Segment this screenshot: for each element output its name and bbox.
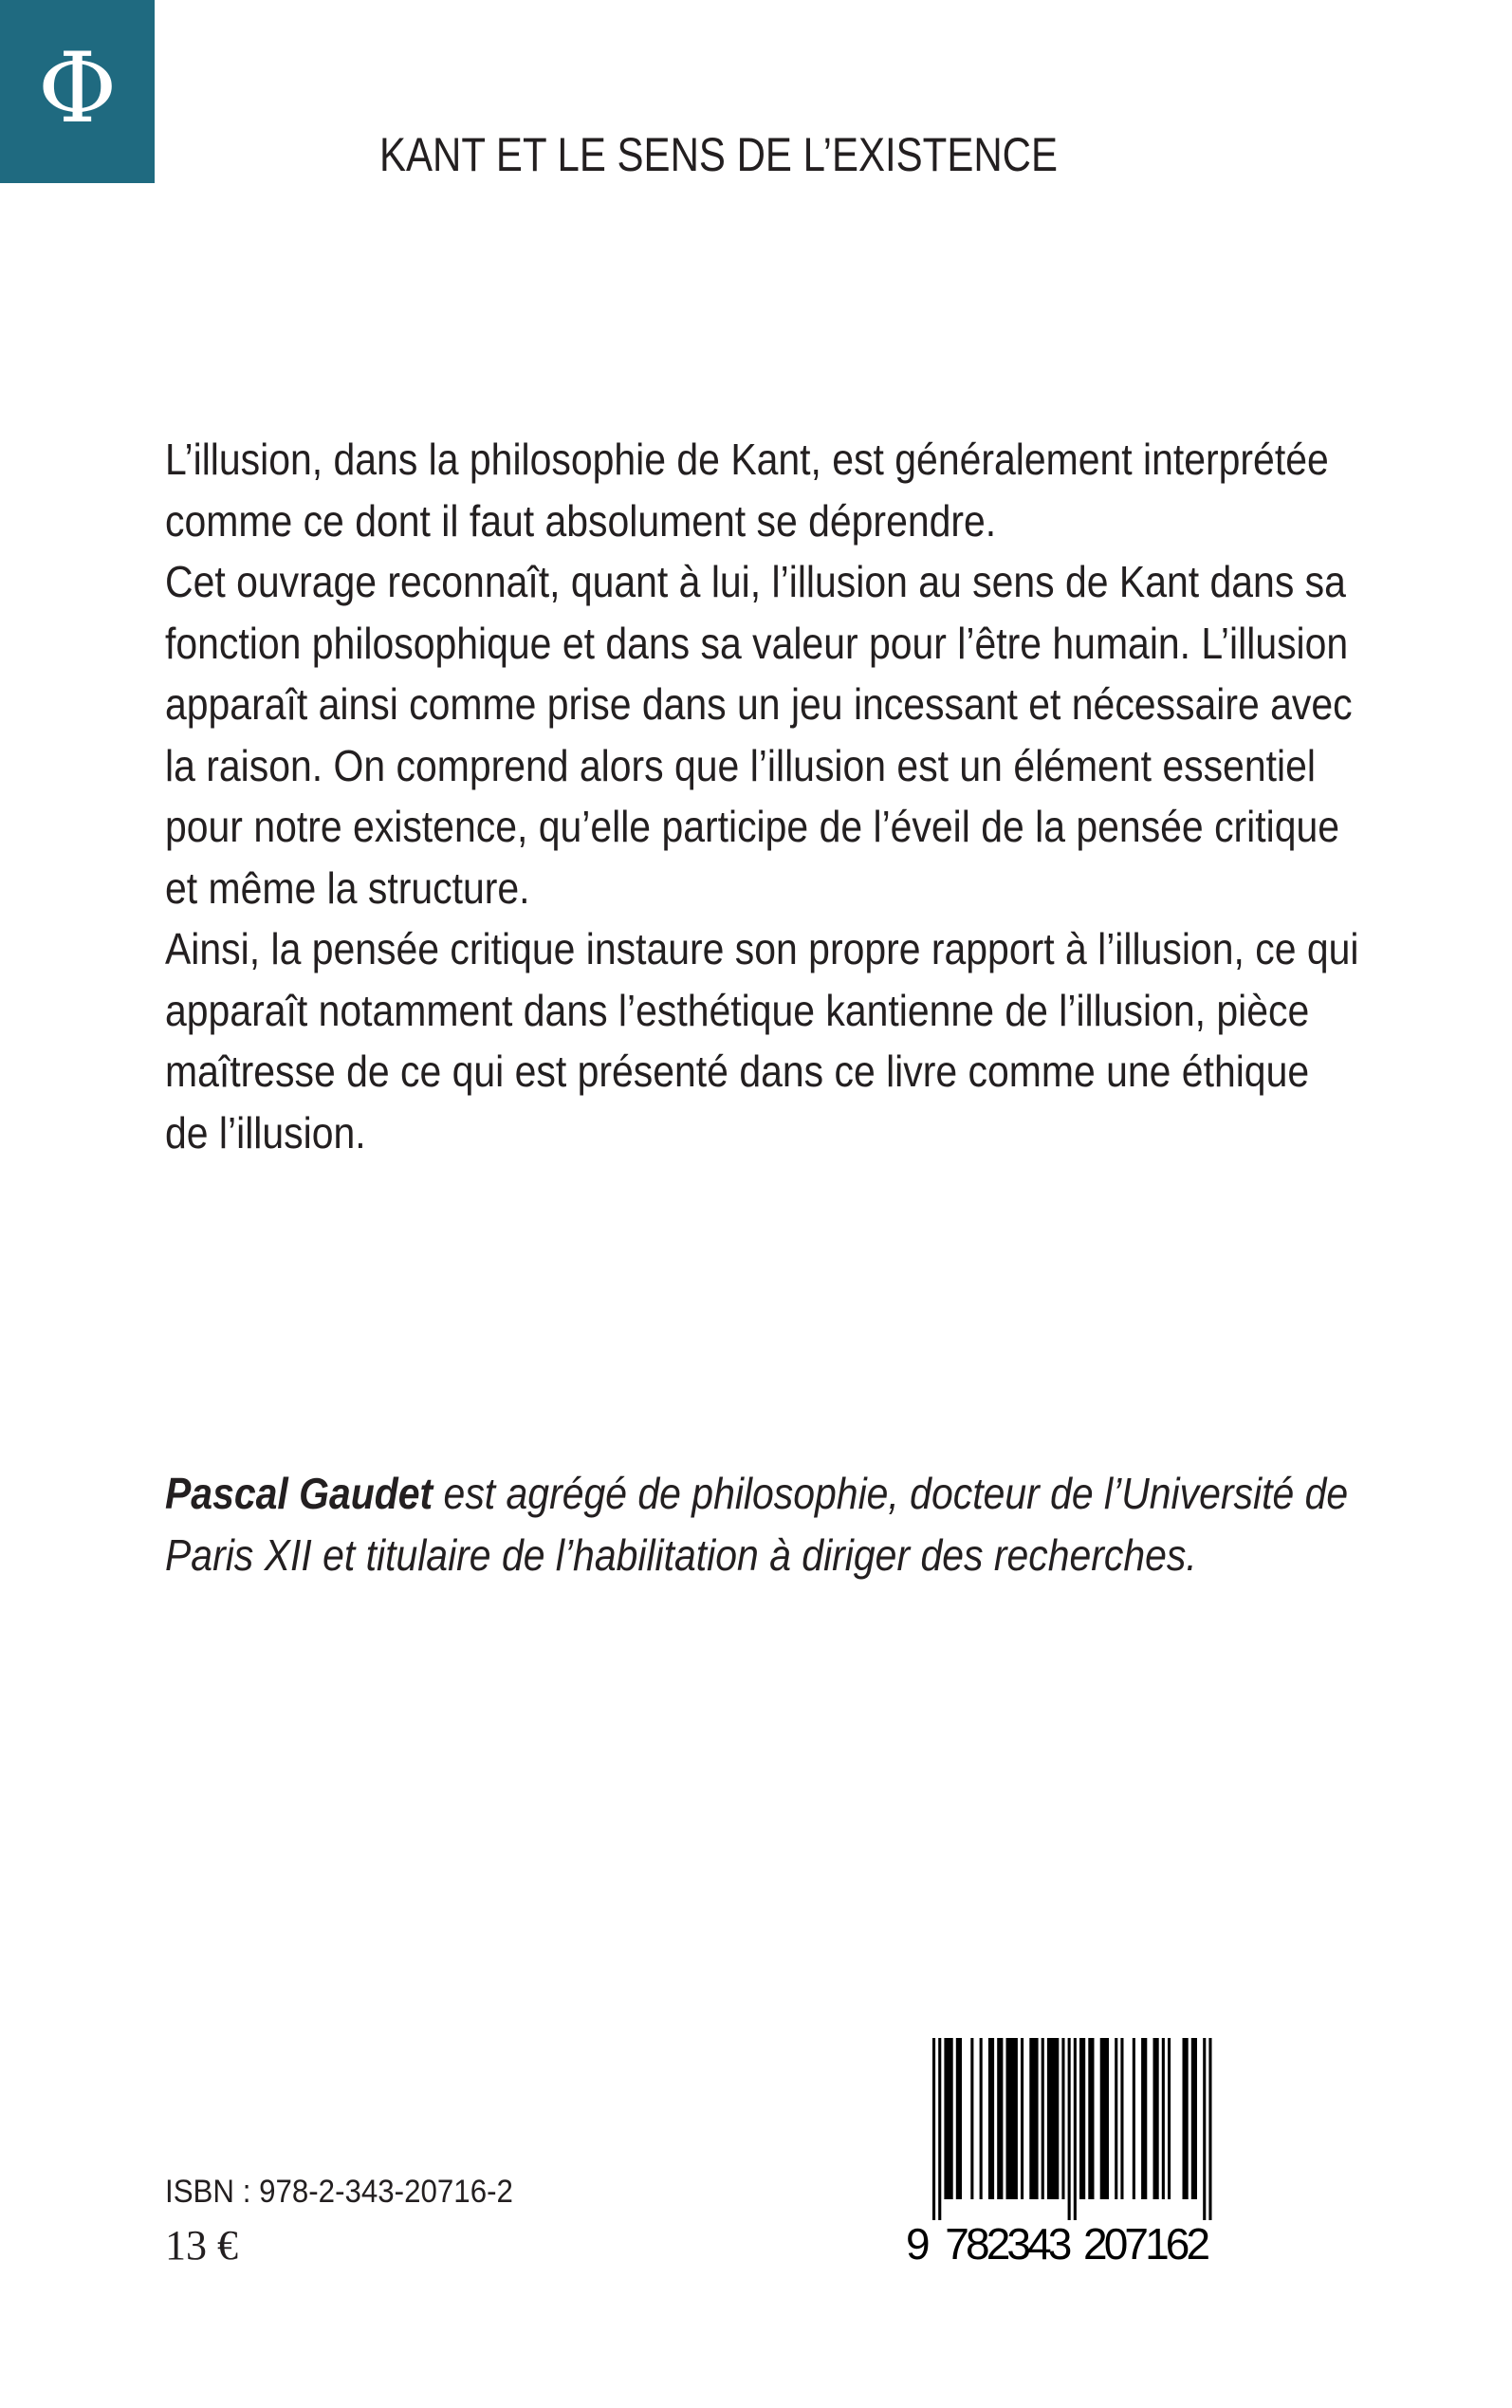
barcode-digit: 8 — [966, 2219, 990, 2269]
barcode-bar — [988, 2038, 994, 2199]
price-label: 13 € — [165, 2222, 238, 2269]
barcode-bar — [1006, 2038, 1018, 2199]
phi-logo-icon: Φ — [37, 31, 118, 145]
barcode-digit: 2 — [986, 2219, 1011, 2269]
barcode-bar — [1183, 2038, 1189, 2199]
book-blurb — [165, 429, 1359, 1163]
barcode-guard-bar — [1203, 2038, 1206, 2220]
book-title: KANT ET LE SENS DE L’EXISTENCE — [379, 128, 1059, 181]
barcode-digits — [906, 2220, 1323, 2268]
barcode-bar — [1079, 2038, 1085, 2199]
barcode-guard-bar — [1208, 2038, 1211, 2220]
barcode-guard-bar — [938, 2038, 941, 2220]
barcode-guard-bar — [932, 2038, 935, 2220]
barcode-bar — [1153, 2038, 1159, 2199]
author-bio-line-1 — [165, 1463, 1349, 1525]
blurb-line: Ainsi, la pensée critique instaure son propre rapport à l’illusion, ce qui — [165, 924, 1359, 973]
barcode-guard-bar — [1068, 2038, 1071, 2220]
blurb-line: comme ce dont il faut absolument se déprendre. — [165, 495, 997, 546]
barcode-digit: 2 — [1186, 2219, 1211, 2269]
barcode-bar — [997, 2038, 1003, 2199]
author-bio — [165, 1463, 1349, 1585]
author-bio-line-2: Paris XII et titulaire de l’habilitation à diriger des recherches. — [165, 1529, 1197, 1580]
barcode-digit: 6 — [1165, 2219, 1190, 2269]
barcode-digit: 7 — [945, 2219, 969, 2269]
blurb-line: pour notre existence, qu’elle participe de l’éveil de la pensée critique — [165, 802, 1340, 851]
barcode-bar — [1100, 2038, 1109, 2199]
barcode-bar — [1191, 2038, 1197, 2199]
ean-barcode — [906, 2038, 1323, 2275]
barcode-digit: 7 — [1124, 2219, 1149, 2269]
barcode-bars — [906, 2038, 1323, 2220]
barcode-bar — [1141, 2038, 1147, 2199]
blurb-line: fonction philosophique et dans sa valeur pour l’être humain. L’illusion — [165, 618, 1349, 668]
barcode-bar — [956, 2038, 962, 2199]
barcode-bar — [1088, 2038, 1094, 2199]
barcode-bar — [1115, 2038, 1117, 2199]
blurb-line: de l’illusion. — [165, 1107, 366, 1158]
blurb-line: L’illusion, dans la philosophie de Kant, est généralement interprétée — [165, 435, 1329, 484]
blurb-line: apparaît notamment dans l’esthétique kantienne de l’illusion, pièce — [165, 985, 1310, 1035]
barcode-digit: 2 — [1083, 2219, 1108, 2269]
barcode-bar — [944, 2038, 952, 2199]
barcode-bar — [1168, 2038, 1171, 2199]
barcode-bar — [1061, 2038, 1064, 2199]
barcode-guard-bar — [1074, 2038, 1077, 2220]
barcode-digit: 9 — [906, 2219, 931, 2269]
isbn-label: ISBN : 978-2-343-20716-2 — [165, 2174, 513, 2210]
barcode-digit: 3 — [1047, 2219, 1073, 2269]
barcode-bar — [980, 2038, 983, 2199]
blurb-line: la raison. On comprend alors que l’illusion est un élément essentiel — [165, 740, 1316, 790]
barcode-digit: 1 — [1145, 2219, 1170, 2269]
barcode-bar — [1042, 2038, 1044, 2199]
barcode-bar — [1120, 2038, 1123, 2199]
blurb-line: apparaît ainsi comme prise dans un jeu incessant et nécessaire avec — [165, 679, 1353, 729]
barcode-digit: 0 — [1103, 2219, 1129, 2269]
blurb-line: Cet ouvrage reconnaît, quant à lui, l’illusion au sens de Kant dans sa — [165, 557, 1346, 606]
barcode-bar — [1047, 2038, 1059, 2199]
author-bio-text-1: est agrégé de philosophie, docteur de l’Université de — [433, 1469, 1349, 1518]
author-name: Pascal Gaudet — [165, 1469, 433, 1518]
barcode-bar — [1021, 2038, 1023, 2199]
blurb-line: et même la structure. — [165, 862, 530, 913]
barcode-digit: 3 — [1006, 2219, 1031, 2269]
barcode-bar — [970, 2038, 973, 2199]
barcode-digit: 4 — [1027, 2219, 1052, 2269]
barcode-bar — [1029, 2038, 1038, 2199]
blurb-line: maîtresse de ce qui est présenté dans ce livre comme une éthique — [165, 1047, 1310, 1096]
barcode-bar — [1162, 2038, 1165, 2199]
barcode-bar — [1133, 2038, 1135, 2199]
publisher-logo — [0, 0, 155, 183]
